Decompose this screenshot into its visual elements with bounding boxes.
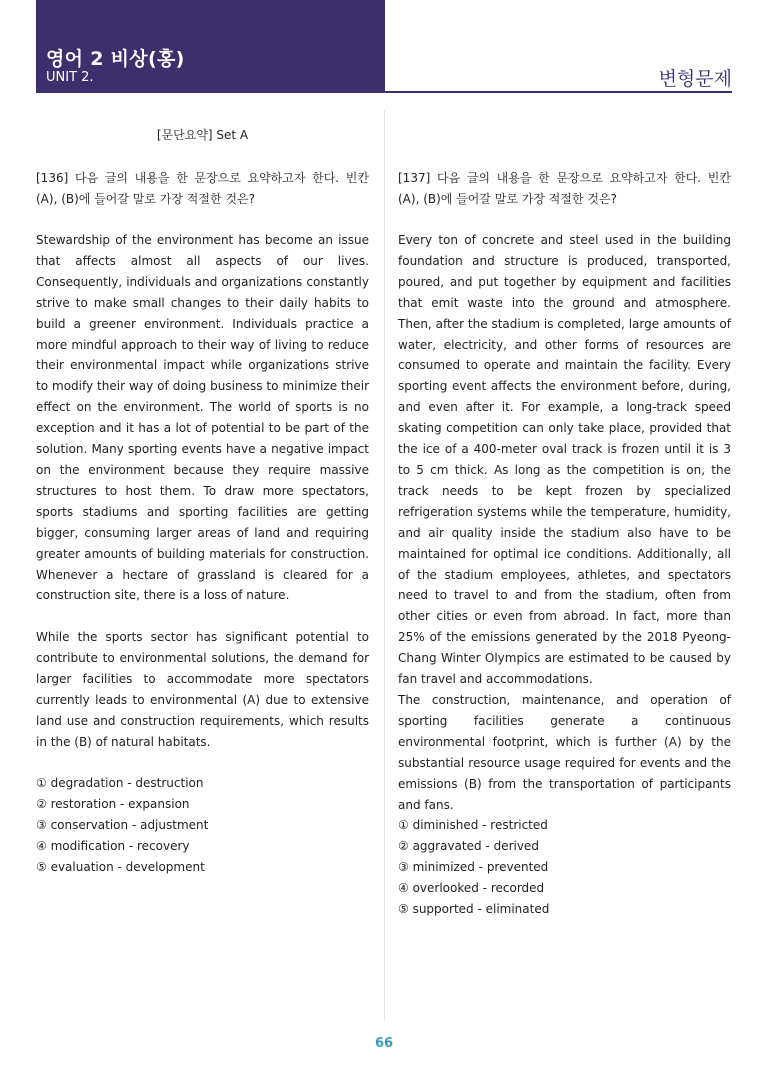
option-5[interactable]: ⑤ supported - eliminated	[398, 901, 550, 916]
question-136-passage: Stewardship of the environment has become an issue that affects almost all aspects of our lives. Consequently, individuals and organizations constantly strive to make small changes to their daily habits to build a greener environment. Individuals practice a more mindful approach to their way of living to reduce their environmental impact while organizations strive to modify their way of doing business to minimize their effect on the environment. The world of sports is no exception and it has a lot of potential to be part of the solution. Many sporting events have a negative impact on the environment because they require massive structures to host them. To draw more spectators, sports stadiums and sporting facilities are getting bigger, consuming larger areas of land and requiring greater amounts of building materials for construction. Whenever a hectare of grassland is cleared for a construction site, there is a loss of nature.	[36, 233, 369, 603]
header-band	[36, 0, 385, 92]
page-number: 66	[374, 1036, 394, 1051]
question-137-summary: The construction, maintenance, and operation of sporting facilities generate a continuous environmental footprint, which is further (A) by the substantial resource usage required for events and the emissions (B) from the transportation of participants and fans.	[398, 693, 731, 812]
question-137-prompt: [137] 다음 글의 내용을 한 문장으로 요약하고자 한다. 빈칸 (A), (B)에 들어갈 말로 가장 적절한 것은?	[398, 171, 731, 206]
question-type-label: 변형문제	[658, 68, 732, 90]
unit-label: UNIT 2.	[46, 70, 94, 85]
option-4[interactable]: ④ modification - recovery	[36, 838, 190, 853]
option-3[interactable]: ③ minimized - prevented	[398, 859, 549, 874]
question-136-prompt: [136] 다음 글의 내용을 한 문장으로 요약하고자 한다. 빈칸 (A), (B)에 들어갈 말로 가장 적절한 것은?	[36, 171, 369, 206]
header-divider	[36, 91, 732, 93]
option-1[interactable]: ① diminished - restricted	[398, 818, 548, 832]
question-136-options	[36, 773, 369, 878]
option-1[interactable]: ① degradation - destruction	[36, 776, 204, 790]
set-title: [문단요약] Set A	[156, 128, 249, 142]
option-4[interactable]: ④ overlooked - recorded	[398, 880, 545, 895]
question-137-passage: Every ton of concrete and steel used in the building foundation and structure is produced, transported, poured, and put together by equipment and facilities that emit waste into the ground and atmosphere. Then, after the stadium is completed, large amounts of water, electricity, and other forms of resources are consumed to operate and maintain the facility. Every sporting event affects the environment before, during, and even after it. For example, a long-track speed skating competition can only take place, provided that the ice of a 400-meter oval track is frozen until it is 3 to 5 cm thick. As long as the competition is on, the track needs to be kept frozen by specialized refrigeration systems while the temperature, humidity, and air quality inside the stadium also have to be maintained for optimal ice conditions. Additionally, all of the stadium employees, athletes, and spectators need to travel to and from the stadium, often from other cities or even from abroad. In fact, more than 25% of the emissions generated by the 2018 Pyeong- Chang Winter Olympics are estimated to be caused by fan travel and accommodations.	[398, 233, 731, 687]
option-2[interactable]: ② aggravated - derived	[398, 838, 539, 853]
option-2[interactable]: ② restoration - expansion	[36, 796, 190, 811]
book-title: 영어 2 비상(홍)	[46, 48, 185, 70]
option-5[interactable]: ⑤ evaluation - development	[36, 859, 205, 874]
option-3[interactable]: ③ conservation - adjustment	[36, 817, 209, 832]
column-divider	[384, 110, 385, 1020]
question-137-options	[398, 815, 731, 920]
question-136-summary: While the sports sector has significant potential to contribute to environmental solutions, the demand for larger facilities to accommodate more spectators currently leads to environmental (A) due to extensive land use and construction requirements, which results in the (B) of natural habitats.	[36, 630, 369, 749]
